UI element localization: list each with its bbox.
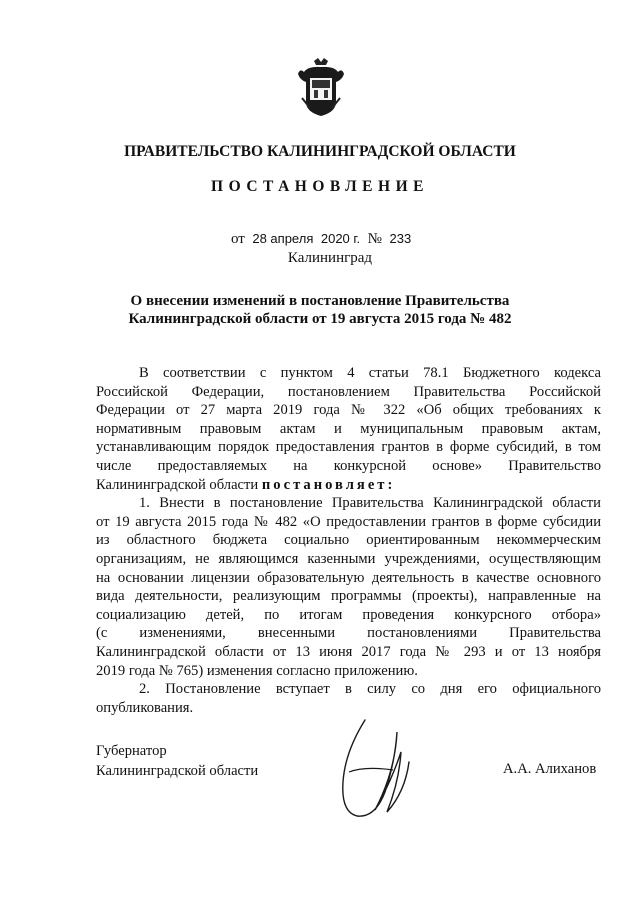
- body-line: социализацию детей, по итогам проведения конкурсного отбора»: [96, 606, 601, 623]
- signatory-title-line-2: Калининградской области: [96, 763, 259, 779]
- body-line: устанавливающим порядок предоставления грантов в форме субсидий, в том: [96, 439, 601, 456]
- number-sign: №: [367, 231, 382, 247]
- body-line: организациям, не являющимся казенными учреждениями, осуществляющим: [96, 550, 601, 567]
- body-line: Федерации от 27 марта 2019 года № 322 «Об общих требованиях к: [96, 402, 601, 419]
- body-line: В соответствии с пунктом 4 статьи 78.1 Бюджетного кодекса: [139, 365, 601, 381]
- body-line: 2. Постановление вступает в силу со дня его официального: [139, 681, 601, 698]
- body-line: от 19 августа 2015 года № 482 «О предоставлении грантов в форме субсидии: [96, 513, 601, 530]
- subject-line-1: О внесении изменений в постановление Правительства: [130, 293, 510, 309]
- body-line: (с изменениями, внесенными постановлениями Правительства: [96, 625, 601, 642]
- body-line: вида деятельности, реализующим программы (проекты), направленные на: [96, 588, 601, 605]
- organization-title: ПРАВИТЕЛЬСТВО КАЛИНИНГРАДСКОЙ ОБЛАСТИ: [124, 143, 516, 160]
- date-day-month: 28 апреля: [252, 231, 314, 246]
- subject-line-2: Калининградской области от 19 августа 2015 года № 482: [128, 311, 512, 327]
- body-line: числе предоставляемых на конкурсной основе» Правительство: [96, 457, 601, 474]
- signatory-title: [96, 741, 258, 781]
- resolves-word: постановляет:: [261, 476, 396, 493]
- signatory-title-line-1: Губернатор: [96, 743, 167, 759]
- signatory-name: А.А. Алиханов: [503, 761, 597, 777]
- body-line: на основании лицензии образовательную деятельность в качестве основного: [96, 569, 601, 586]
- body-line: нормативным правовым актам и муниципальным правовым актам,: [96, 420, 601, 437]
- document-number: 233: [389, 231, 412, 246]
- date-line: [231, 231, 411, 248]
- body-text: Калининградской области: [96, 476, 259, 493]
- handwritten-signature: [335, 712, 415, 822]
- document-type: ПОСТАНОВЛЕНИЕ: [211, 178, 429, 195]
- body-line: 1. Внести в постановление Правительства Калининградской области: [139, 495, 601, 512]
- body-line: 2019 года № 765) изменения согласно приложению.: [96, 662, 418, 679]
- body-line: из областного бюджета социально ориентированным некоммерческим: [96, 532, 601, 549]
- date-year: 2020 г.: [320, 231, 361, 246]
- body-line: Калининградской области от 13 июня 2017 года № 293 и от 13 ноября: [96, 643, 601, 660]
- document-body: [96, 364, 601, 717]
- city: Калининград: [287, 250, 373, 266]
- body-line: [96, 476, 601, 495]
- body-line: опубликования.: [96, 699, 194, 716]
- body-line: Российской Федерации, постановлением Правительства Российской: [96, 383, 601, 400]
- subject-heading: [0, 292, 640, 328]
- coat-of-arms-icon: [296, 58, 346, 118]
- date-prefix: от: [231, 231, 245, 247]
